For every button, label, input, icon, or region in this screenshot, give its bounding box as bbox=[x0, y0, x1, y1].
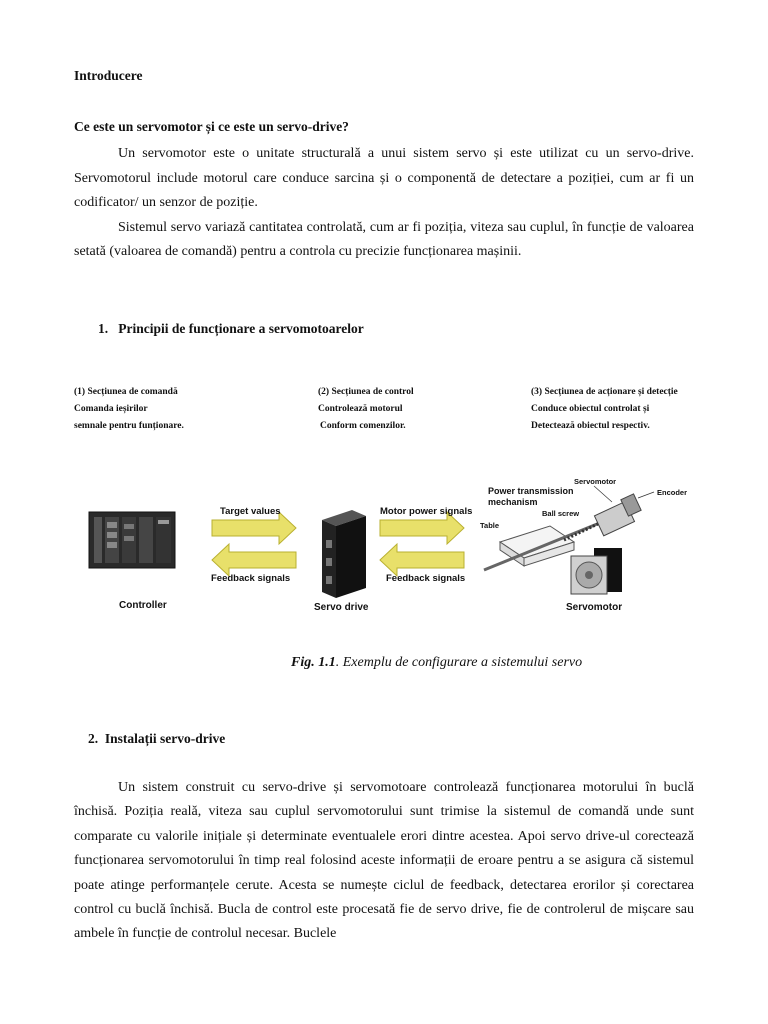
servomotor-image bbox=[571, 548, 622, 594]
feedback-signals-right-label: Feedback signals bbox=[386, 573, 466, 584]
controller-label: Controller bbox=[119, 600, 167, 611]
question-heading: Ce este un servomotor și ce este un servo-drive? bbox=[74, 119, 349, 134]
block-command-line3: semnale pentru funționare. bbox=[74, 421, 184, 431]
block-control-line2: Controlează motorul bbox=[318, 404, 403, 414]
section1-heading: 1. Principii de funcționare a servomotoarelor bbox=[98, 321, 364, 336]
block-command-line2: Comanda ieșirilor bbox=[74, 404, 148, 414]
block-actuation bbox=[531, 384, 678, 435]
block-actuation-line1: (3) Secțiunea de acționare și detecție bbox=[531, 387, 678, 397]
ball-screw-label: Ball screw bbox=[542, 509, 580, 518]
servo-drive-label: Servo drive bbox=[314, 602, 369, 613]
encoder-label: Encoder bbox=[657, 488, 688, 497]
servomotor-label: Servomotor bbox=[566, 602, 623, 613]
controller-image bbox=[89, 512, 175, 568]
feedback-arrow-left bbox=[212, 544, 296, 576]
section2-text bbox=[74, 776, 694, 947]
intro-text bbox=[74, 142, 694, 265]
block-actuation-line2: Conduce obiectul controlat și bbox=[531, 404, 650, 414]
figure-caption bbox=[291, 655, 582, 671]
block-actuation-line3: Detectează obiectul respectiv. bbox=[531, 421, 650, 431]
block-control bbox=[318, 384, 414, 435]
feedback-arrow-right bbox=[380, 544, 464, 576]
block-control-line1: (2) Secțiunea de control bbox=[318, 387, 414, 397]
intro-paragraph-2: Sistemul servo variază cantitatea controlată, cum ar fi poziția, viteza sau cuplul, în funcție de valoarea setată (valoarea de comandă) pentru a controla cu precizie funcționarea mașinii. bbox=[74, 219, 694, 259]
feedback-signals-left-label: Feedback signals bbox=[211, 573, 291, 584]
figure-caption-label: Fig. 1.1 bbox=[291, 655, 336, 670]
block-command-line1: (1) Secțiunea de comandă bbox=[74, 387, 178, 397]
ptm-label-line1: Power transmission bbox=[488, 486, 574, 496]
section2-heading: 2. Instalații servo-drive bbox=[88, 731, 226, 746]
servo-system-figure bbox=[74, 470, 714, 620]
block-control-line3: Conform comenzilor. bbox=[320, 421, 406, 431]
section2-paragraph: Un sistem construit cu servo-drive și servomotoare controlează funcționarea motorului în buclă închisă. Poziția reală, viteza sau cuplul servomotorului sunt trimise la sistemul de comandă unde sunt comparate cu valorile inițiale și determinate eventualele erori dintre acestea. Apoi servo drive-ul corectează funcționarea servomotorului în timp real folosind aceste informații de eroare pentru a se asigura că sistemul poate atinge performanțele cerute. Acesta se numește ciclul de feedback, detectarea erorilor și corectarea control cu buclă închisă. Bucla de control este procesată fie de servo drive, fie de controlerul de mișcare sau ambele în funcție de controlul necesar. Buclele bbox=[74, 780, 694, 942]
servo-drive-image bbox=[322, 510, 366, 598]
ptm-label-line2: mechanism bbox=[488, 497, 538, 507]
table-label: Table bbox=[480, 521, 500, 530]
block-command bbox=[74, 384, 184, 435]
intro-heading: Introducere bbox=[74, 68, 143, 83]
servomotor-top-label: Servomotor bbox=[574, 477, 617, 486]
motor-power-label: Motor power signals bbox=[380, 506, 473, 517]
target-values-label: Target values bbox=[220, 506, 281, 517]
figure-caption-text: . Exemplu de configurare a sistemului servo bbox=[335, 655, 583, 670]
intro-paragraph-1: Un servomotor este o unitate structurală a unui sistem servo și este utilizat cu un servo-drive. Servomotorul include motorul care conduce sarcina și o componentă de detectare a poziției, cum ar fi un codificator/ un senzor de poziție. bbox=[74, 146, 694, 210]
